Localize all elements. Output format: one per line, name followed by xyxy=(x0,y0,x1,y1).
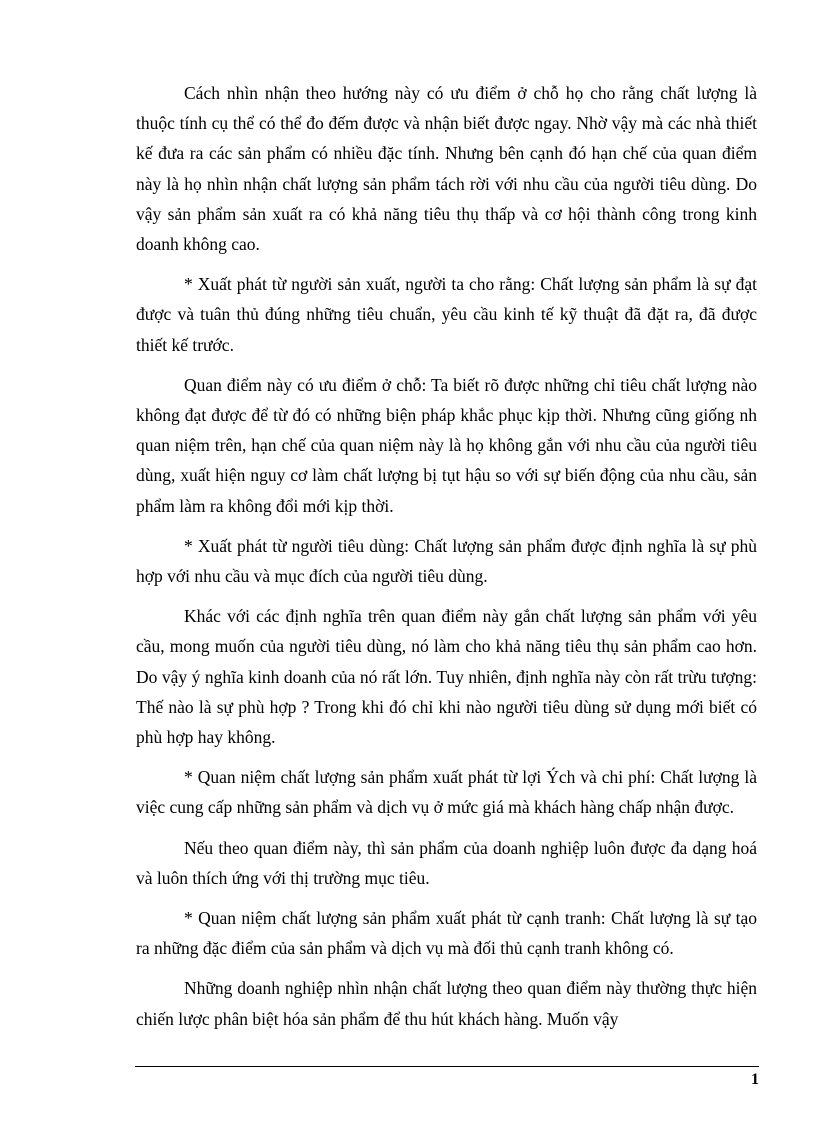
paragraph-quality-attributes-view: Cách nhìn nhận theo hướng này có ưu điểm ở chỗ họ cho rằng chất lượng là thuộc tính cụ thể có thể đo đếm được và nhận biết được ngay. Nhờ vậy mà các nhà thiết kế đưa ra các sản phẩm có nhiều đặc tính. Nhưng bên cạnh đó hạn chế của quan điểm này là họ nhìn nhận chất lượng sản phẩm tách rời với nhu cầu của người tiêu dùng. Do vậy sản phẩm sản xuất ra có khả năng tiêu thụ thấp và cơ hội thành công trong kinh doanh không cao. xyxy=(136,83,757,255)
paragraph-benefit-cost-analysis: Nếu theo quan điểm này, thì sản phẩm của doanh nghiệp luôn được đa dạng hoá và luôn thích ứng với thị trường mục tiêu. xyxy=(136,837,757,888)
document-body xyxy=(136,78,757,1044)
paragraph-consumer-perspective: * Xuất phát từ người tiêu dùng: Chất lượng sản phẩm được định nghĩa là sự phù hợp với nhu cầu và mục đích của người tiêu dùng. xyxy=(136,535,757,587)
paragraph-consumer-analysis: Khác với các định nghĩa trên quan điểm này gắn chất lượng sản phẩm với yêu cầu, mong muốn của người tiêu dùng, nó làm cho khả năng tiêu thụ sản phẩm cao hơn. Do vậy ý nghĩa kinh doanh của nó rất lớn. Tuy nhiên, định nghĩa này còn rất trừu tượng: Thế nào là sự phù hợp ? Trong khi đó chỉ khi nào người tiêu dùng sử dụng mới biết có phù hợp hay không. xyxy=(136,606,757,748)
paragraph-competition-analysis: Những doanh nghiệp nhìn nhận chất lượng theo quan điểm này thường thực hiện chiến lược phân biệt hóa sản phẩm để thu hút khách hàng. Muốn vậy xyxy=(136,978,757,1029)
page-number: 1 xyxy=(751,1071,759,1088)
paragraph-benefit-cost-perspective: * Quan niệm chất lượng sản phẩm xuất phát từ lợi Ých và chi phí: Chất lượng là việc cung cấp những sản phẩm và dịch vụ ở mức giá mà khách hàng chấp nhận được. xyxy=(136,767,757,818)
paragraph-producer-advantages: Quan điểm này có ưu điểm ở chỗ: Ta biết rõ được những chỉ tiêu chất lượng nào không đạt được để từ đó có những biện pháp khắc phục kịp thời. Nhưng cũng giống nh quan niệm trên, hạn chế của quan niệm này là họ không gắn với nhu cầu của người tiêu dùng, xuất hiện nguy cơ làm chất lượng bị tụt hậu so với sự biến động của nhu cầu, sản phẩm làm ra không đổi mới kịp thời. xyxy=(136,374,757,516)
footer-divider xyxy=(135,1066,759,1067)
paragraph-competition-perspective: * Quan niệm chất lượng sản phẩm xuất phát từ cạnh tranh: Chất lượng là sự tạo ra những đặc điểm của sản phẩm và dịch vụ mà đối thủ cạnh tranh không có. xyxy=(136,908,757,959)
paragraph-producer-perspective: * Xuất phát từ người sản xuất, người ta cho rằng: Chất lượng sản phẩm là sự đạt được và tuân thủ đúng những tiêu chuẩn, yêu cầu kinh tế kỹ thuật đã đặt ra, đã được thiết kế trước. xyxy=(136,274,757,355)
